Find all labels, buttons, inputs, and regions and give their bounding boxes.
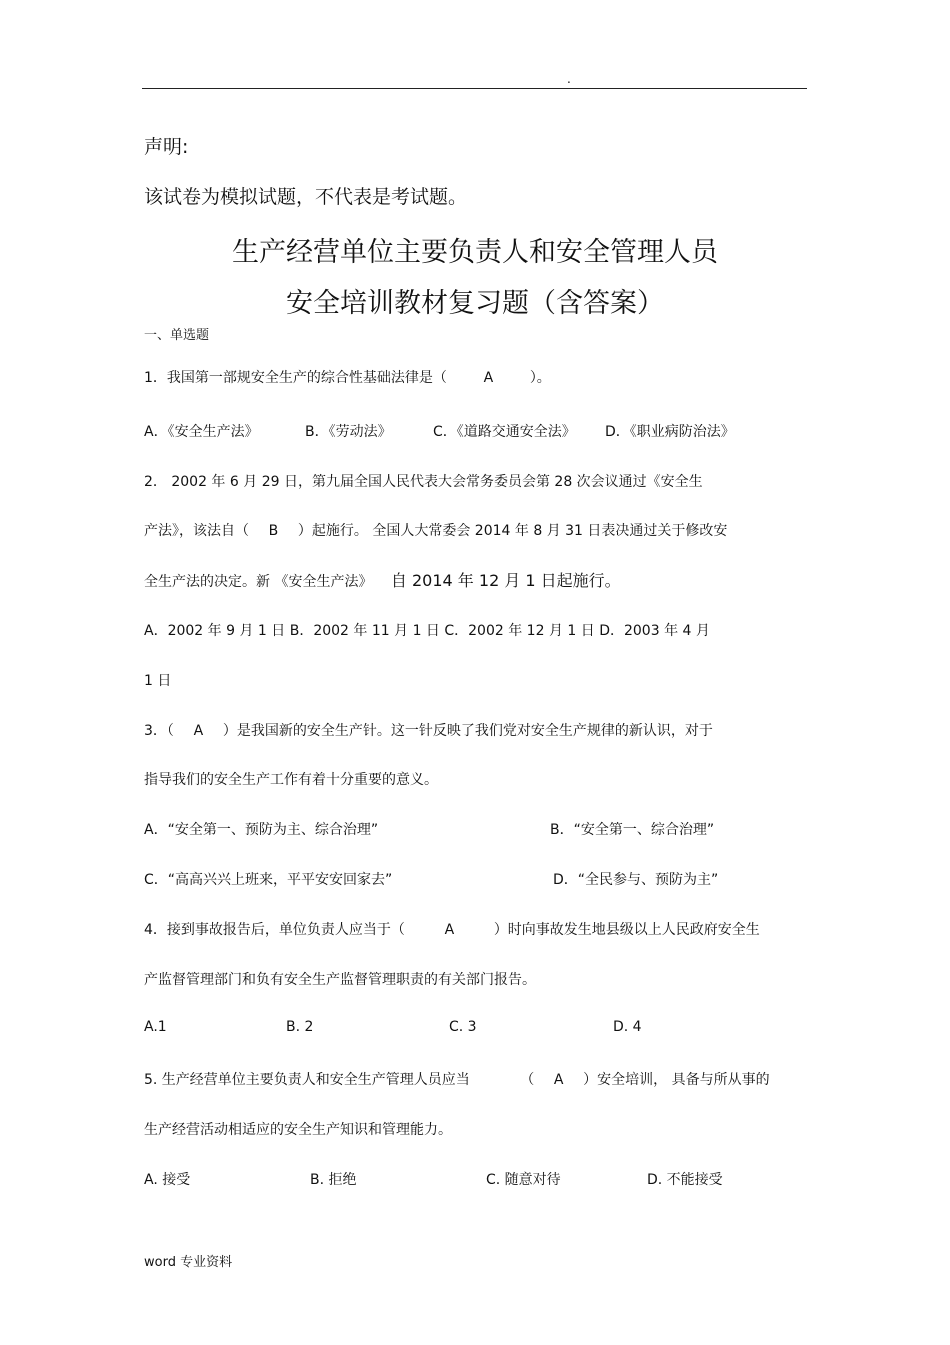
question-2-text-3: 全生产法的决定。新 《安全生产法》 [144,574,373,590]
question-2-answer: B [268,523,279,539]
question-3-line-2: 指导我们的安全生产工作有着十分重要的意义。 [144,772,438,788]
question-2-line-2 [144,520,727,540]
question-5-text: 5. 生产经营单位主要负责人和安全生产管理人员应当 [144,1072,470,1088]
question-2-text-end: ）起施行。 全国人大常委会 2014 年 8 月 31 日表决通过关于修改安 [297,523,728,539]
q3-option-a: A．“安全第一、预防为主、综合治理” [144,822,379,838]
question-4-answer: A [444,922,455,938]
title-line-1: 生产经营单位主要负责人和安全管理人员 [232,237,718,268]
title-line-2: 安全培训教材复习题（含答案） [286,288,664,319]
question-5-paren: （ [520,1072,535,1088]
q3-option-b: B．“安全第一、综合治理” [550,822,715,838]
section-heading: 一、单选题 [144,328,210,343]
q4-option-a: A.1 [144,1019,167,1035]
q5-option-c: C. 随意对待 [486,1172,561,1188]
question-2-line-3 [144,568,621,591]
question-1 [144,367,551,387]
question-1-text: 1．我国第一部规安全生产的综合性基础法律是（ [144,370,447,386]
q1-option-a: A．《安全生产法》 [144,424,259,440]
question-2-line-1: 2． 2002 年 6 月 29 日，第九届全国人民代表大会常务委员会第 28 次会议通过《安全生 [144,474,703,490]
question-3-answer: A [193,723,204,739]
header-rule [142,88,807,89]
question-4-line-1 [144,919,760,939]
q2-options: A．2002 年 9 月 1 日 B．2002 年 11 月 1 日 C．2002 年 12 月 1 日 D．2003 年 4 月 [144,623,710,639]
statement-text: 该试卷为模拟试题，不代表是考试题。 [144,186,468,208]
question-5-line-1 [144,1069,770,1089]
question-4-line-2: 产监督管理部门和负有安全生产监督管理职责的有关部门报告。 [144,972,536,988]
question-3-text: 3．（ [144,723,174,739]
question-5-line-2: 生产经营活动相适应的安全生产知识和管理能力。 [144,1122,452,1138]
footer-label: word 专业资料 [144,1255,233,1270]
question-3-text-end: ）是我国新的安全生产针。这一针反映了我们党对安全生产规律的新认识，对于 [222,723,713,739]
q5-option-d: D. 不能接受 [647,1172,723,1188]
statement-label: 声明: [144,136,189,158]
q4-option-d: D. 4 [613,1019,642,1035]
question-5-answer: A [553,1072,564,1088]
question-1-answer: A [483,370,494,386]
question-1-text-end: ）。 [529,370,551,386]
q2-options-wrap: 1 日 [144,673,172,689]
q3-option-c: C．“高高兴兴上班来，平平安安回家去” [144,872,393,888]
q4-option-c: C. 3 [449,1019,477,1035]
q5-option-b: B. 拒绝 [310,1172,357,1188]
question-2-effective-date: 自 2014 年 12 月 1 日起施行。 [390,571,621,590]
q4-option-b: B. 2 [286,1019,314,1035]
q1-option-b: B．《劳动法》 [305,424,392,440]
q3-option-d: D．“全民参与、预防为主” [553,872,719,888]
question-4-text-end: ）时向事故发生地县级以上人民政府安全生 [493,922,760,938]
question-5-text-end: ）安全培训， 具备与所从事的 [583,1072,770,1088]
question-4-text: 4．接到事故报告后，单位负责人应当于（ [144,922,405,938]
question-2-text: 产法》，该法自（ [144,523,249,539]
q5-option-a: A. 接受 [144,1172,191,1188]
q1-option-d: D．《职业病防治法》 [605,424,735,440]
header-dot: . [567,72,571,86]
q1-option-c: C．《道路交通安全法》 [433,424,576,440]
question-3-line-1 [144,720,713,740]
